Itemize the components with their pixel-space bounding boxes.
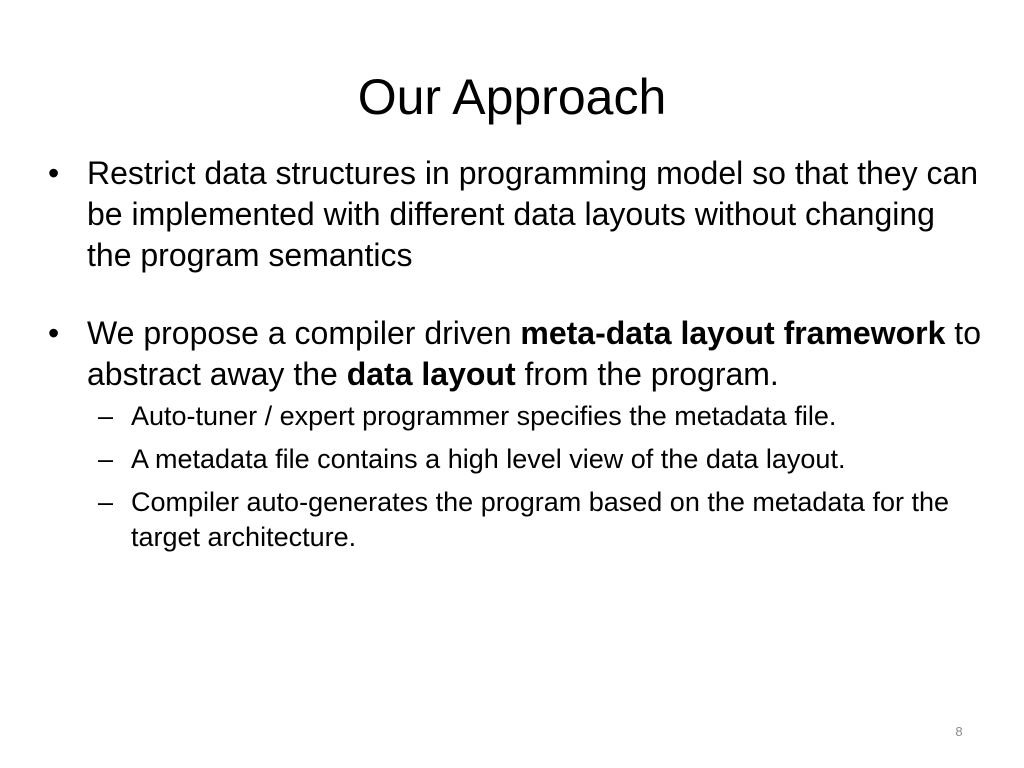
bullet-text-part: We propose a compiler driven [87, 315, 521, 351]
bullet-text: Restrict data structures in programming model so that they can be implemented with different data layouts without changing the program semantics [87, 155, 979, 273]
sub-bullet-text: Auto-tuner / expert programmer specifies the metadata file. [131, 401, 837, 431]
sub-bullet-list [48, 399, 988, 555]
bullet-item-2 [48, 313, 988, 395]
bullet-text-bold: meta-data layout framework [520, 315, 946, 351]
sub-bullet-item-3 [48, 485, 988, 555]
page-number: 8 [955, 724, 963, 739]
bullet-icon: • [48, 155, 60, 191]
bullet-icon: • [48, 315, 60, 351]
sub-bullet-text: Compiler auto-generates the program based on the metadata for the target architecture. [131, 487, 949, 552]
dash-icon: – [98, 487, 114, 517]
slide-title: Our Approach [357, 69, 667, 125]
sub-bullet-item-1 [48, 399, 988, 434]
sub-bullet-item-2 [48, 442, 988, 477]
bullet-text-part: to abstract away the [87, 315, 981, 392]
bullet-text-part: from the program. [515, 356, 779, 392]
bullet-item-1 [48, 153, 988, 276]
dash-icon: – [98, 401, 114, 431]
dash-icon: – [98, 444, 114, 474]
bullet-text-bold: data layout [346, 356, 516, 392]
slide-body [48, 153, 988, 555]
sub-bullet-text: A metadata file contains a high level view of the data layout. [131, 444, 846, 474]
